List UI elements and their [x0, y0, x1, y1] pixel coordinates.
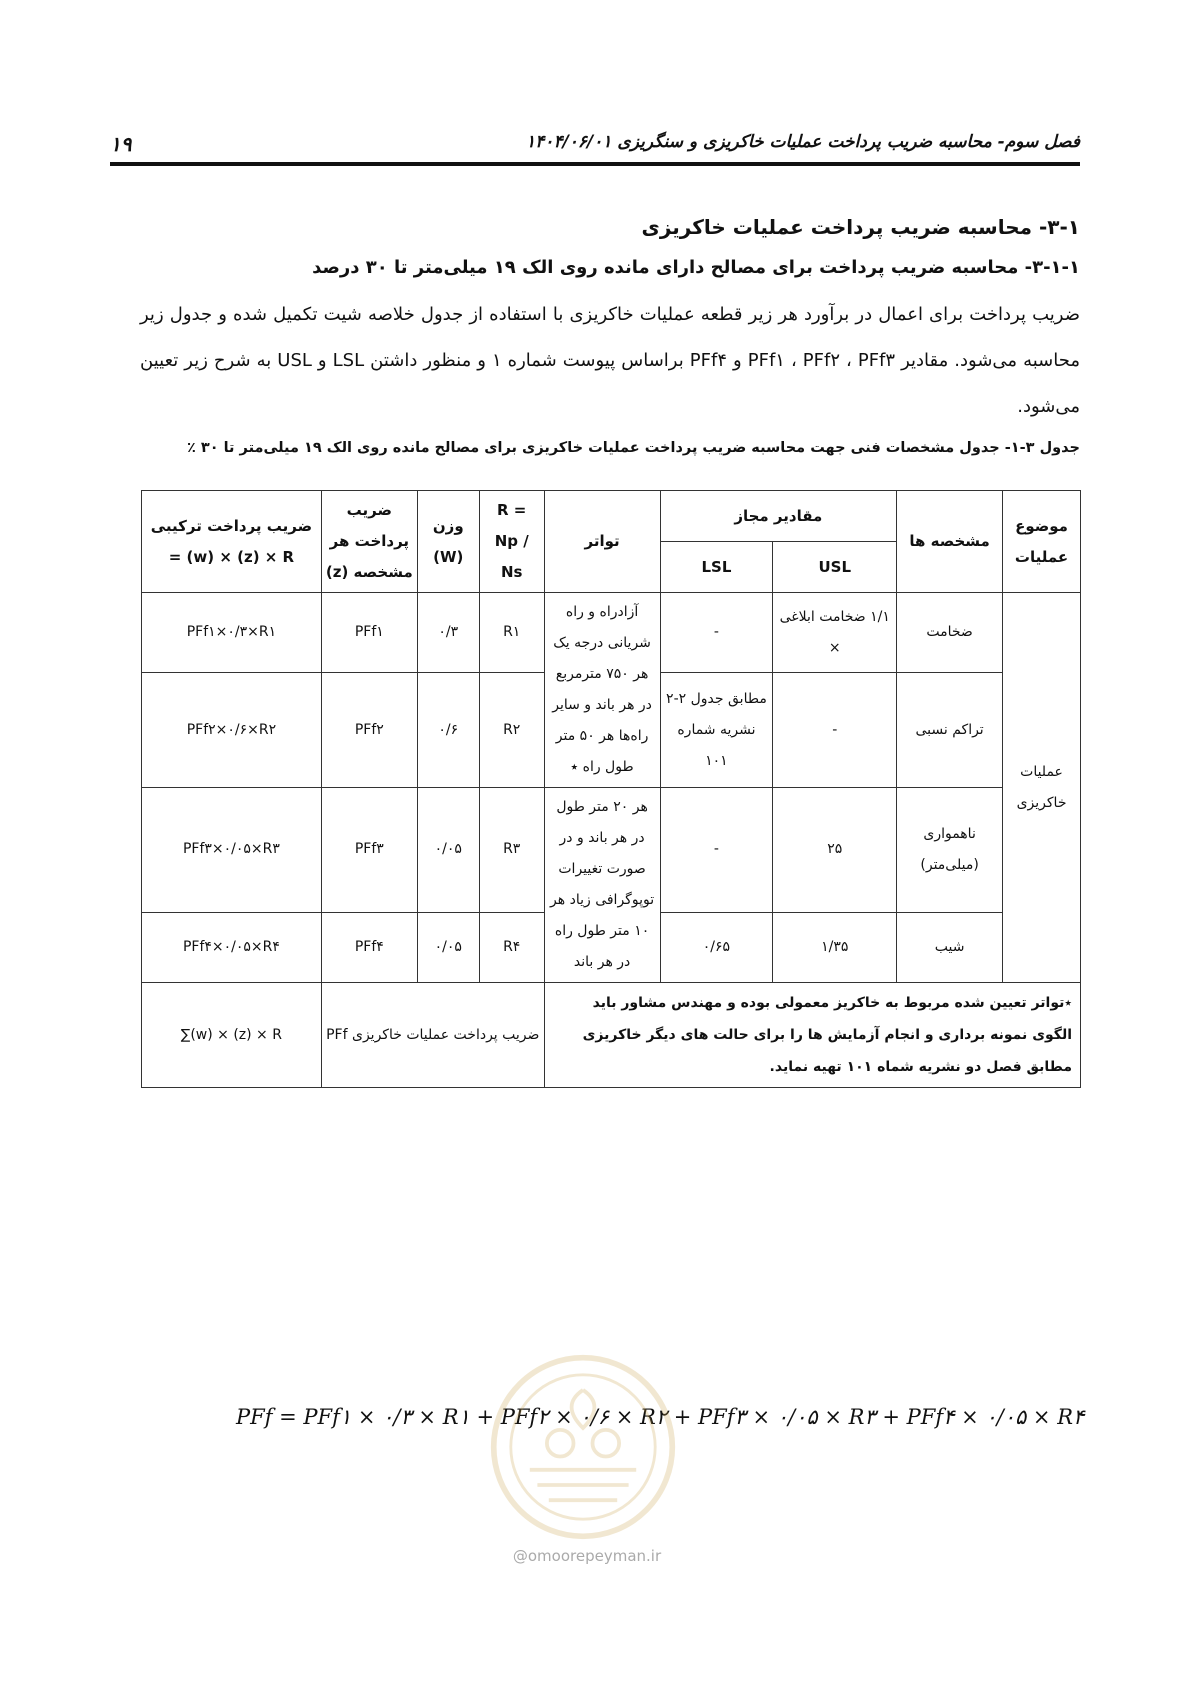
- cell-r: R۴: [479, 912, 544, 982]
- cell-weight: ۰/۰۵: [417, 912, 479, 982]
- header-spec: مشخصه ها: [897, 491, 1003, 593]
- footer-sum: ∑(w) × (z) × R: [142, 983, 322, 1088]
- table-header-row-1: [142, 491, 1081, 542]
- table-row: [142, 788, 1081, 913]
- cell-combined: PFf۳×۰/۰۵×R۳: [142, 788, 322, 913]
- header-combined: [142, 491, 322, 593]
- cell-usl: -: [773, 673, 897, 788]
- cell-spec: تراکم نسبی: [897, 673, 1003, 788]
- page-number: ۱۹: [110, 132, 132, 156]
- header-allowed: مقادیر مجاز: [660, 491, 897, 542]
- cell-z: PFf۴: [321, 912, 417, 982]
- footer-label: ضریب پرداخت عملیات خاکریزی PFf: [321, 983, 544, 1088]
- subsection-title: ۳-۱-۱- محاسبه ضریب پرداخت برای مصالح دارای مانده روی الک ۱۹ میلی‌متر تا ۳۰ درصد: [312, 257, 1080, 278]
- section-title: ۳-۱- محاسبه ضریب پرداخت عملیات خاکریزی: [641, 215, 1080, 239]
- table-caption: جدول ۳-۱- جدول مشخصات فنی جهت محاسبه ضریب پرداخت عملیات خاکریزی برای مصالح مانده روی الک ۱۹ میلی‌متر تا ۳۰ ٪: [186, 440, 1080, 456]
- cell-lsl: -: [660, 788, 773, 913]
- spec-table: [141, 490, 1081, 1088]
- cell-weight: ۰/۳: [417, 593, 479, 673]
- cell-combined: PFf۱×۰/۳×R۱: [142, 593, 322, 673]
- header-weight: وزن (W): [417, 491, 479, 593]
- cell-spec: ضخامت: [897, 593, 1003, 673]
- cell-z: PFf۳: [321, 788, 417, 913]
- cell-lsl: -: [660, 593, 773, 673]
- cell-usl: ۱/۳۵: [773, 912, 897, 982]
- watermark-url: @omoorepeyman.ir: [512, 1547, 662, 1565]
- cell-r: R۳: [479, 788, 544, 913]
- cell-frequency-b: هر ۲۰ متر طول در هر باند و در صورت تغییرات توپوگرافی زیاد هر ۱۰ متر طول راه در هر باند: [544, 788, 660, 983]
- cell-z: PFf۲: [321, 673, 417, 788]
- intro-paragraph: ضریب پرداخت برای اعمال در برآورد هر زیر قطعه عملیات خاکریزی با استفاده از جدول خلاصه شیت تکمیل شده و جدول زیر محاسبه می‌شود. مقادیر PFf۱ ، PFf۲ ، PFf۳ و PFf۴ براساس پیوست شماره ۱ و منظور داشتن LSL و USL به شرح زیر تعیین می‌شود.: [140, 304, 1080, 417]
- header-lsl: LSL: [660, 542, 773, 593]
- header-usl: USL: [773, 542, 897, 593]
- header-rule: [110, 162, 1080, 166]
- section-content: [140, 215, 1080, 464]
- frequency-footnote: ٭تواتر تعیین شده مربوط به خاکریز معمولی بوده و مهندس مشاور باید الگوی نمونه برداری و انجام آزمایش ها را برای حالت های دیگر خاکریزی مطابق فصل دو نشریه شماه ۱۰۱ تهیه نماید.: [544, 983, 1080, 1088]
- cell-r: R۱: [479, 593, 544, 673]
- cell-usl: ۱/۱ ضخامت ابلاغی ×: [773, 593, 897, 673]
- cell-spec: شیب: [897, 912, 1003, 982]
- cell-lsl: ۰/۶۵: [660, 912, 773, 982]
- header-title: فصل سوم- محاسبه ضریب پرداخت عملیات خاکریزی و سنگریزی ۱۴۰۴/۰۶/۰۱: [526, 132, 1080, 152]
- watermark-seal: [488, 1352, 678, 1542]
- table-footer-row: [142, 983, 1081, 1088]
- cell-weight: ۰/۰۵: [417, 788, 479, 913]
- cell-combined: PFf۴×۰/۰۵×R۴: [142, 912, 322, 982]
- cell-usl: ۲۵: [773, 788, 897, 913]
- page-header: [110, 128, 1080, 168]
- header-operation: موضوع عملیات: [1003, 491, 1081, 593]
- cell-z: PFf۱: [321, 593, 417, 673]
- cell-r: R۲: [479, 673, 544, 788]
- cell-operation: عملیات خاکریزی: [1003, 593, 1081, 983]
- table-row: [142, 593, 1081, 673]
- pf-formula: PFf = PFf۱ × ۰/۳ × R۱ + PFf۲ × ۰/۶ × R۲ + PFf۳ × ۰/۰۵ × R۳ + PFf۴ × ۰/۰۵ × R۴: [236, 1405, 1085, 1429]
- header-r: R = Np / Ns: [479, 491, 544, 593]
- cell-frequency-a: آزادراه و راه شریانی درجه یک هر ۷۵۰ مترمربع در هر باند و سایر راه‌ها هر ۵۰ متر طول راه ٭: [544, 593, 660, 788]
- header-combined-label: ضریب پرداخت ترکیبی: [150, 516, 313, 535]
- header-combined-formula: = (w) × (z) × R: [168, 547, 295, 566]
- cell-lsl: مطابق جدول ۲-۲ نشریه شماره ۱۰۱: [660, 673, 773, 788]
- cell-spec: ناهمواری (میلی‌متر): [897, 788, 1003, 913]
- header-frequency: تواتر: [544, 491, 660, 593]
- cell-combined: PFf۲×۰/۶×R۲: [142, 673, 322, 788]
- cell-weight: ۰/۶: [417, 673, 479, 788]
- header-z: ضریب پرداخت هر مشخصه (z): [321, 491, 417, 593]
